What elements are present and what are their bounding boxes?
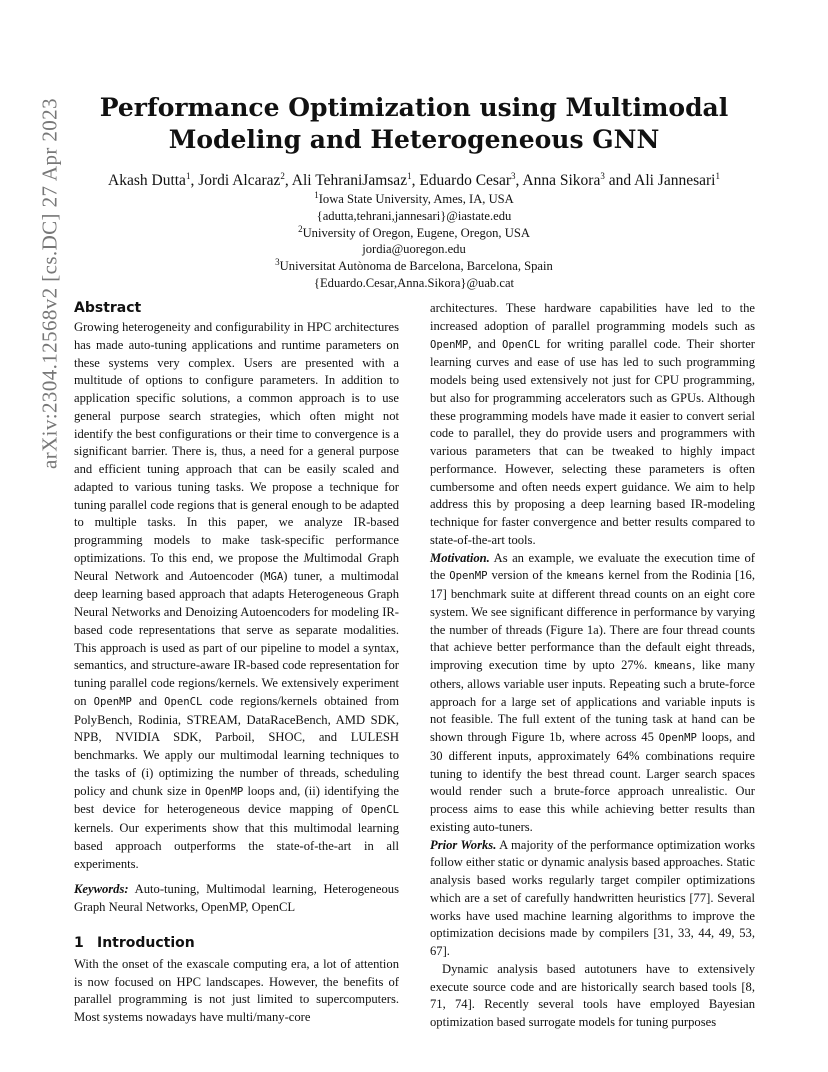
arxiv-identifier: arXiv:2304.12568v2 [cs.DC] 27 Apr 2023 bbox=[37, 98, 62, 470]
abstract-segment: ultimodal bbox=[314, 550, 368, 565]
author-affiliation-mark: 1 bbox=[407, 170, 412, 181]
right-column bbox=[430, 300, 755, 1032]
author-name: Anna Sikora bbox=[522, 172, 601, 189]
affiliation-name: Iowa State University, Ames, IA, USA bbox=[318, 192, 514, 206]
prior-works-segment: Prior Works. bbox=[430, 837, 497, 852]
motivation-segment: OpenMP bbox=[658, 732, 697, 744]
left-column bbox=[74, 298, 399, 1027]
motivation-segment: kmeans bbox=[566, 570, 605, 583]
motivation-segment: Motivation. bbox=[430, 550, 490, 565]
abstract-segment: MGA bbox=[264, 570, 284, 583]
abstract-segment: OpenCL bbox=[360, 804, 399, 817]
abstract-segment: OpenMP bbox=[204, 785, 244, 798]
author-name: Akash Dutta bbox=[108, 172, 186, 189]
intro-segment: With the onset of the exascale computing era, a lot of attention is now focused on HPC landscapes. However, the benefits of parallel programming is not just limited to supercomputers. Most systems nowadays have multi/many-core bbox=[74, 956, 399, 1024]
motivation-segment: version of the bbox=[487, 568, 567, 583]
abstract-segment: OpenCL bbox=[164, 695, 203, 708]
abstract-segment: code regions/kernels obtained from PolyBench, Rodinia, STREAM, DataRaceBench, AMD SDK, NPB, NVIDIA SDK, Parboil, SHOC, and LULESH benchmarks. We apply our multimodal learning techniques to the tasks of (i) optimizing the number of threads, scheduling policy and chunk size in bbox=[74, 693, 399, 798]
author-name: Eduardo Cesar bbox=[419, 172, 512, 189]
affiliation-list bbox=[0, 191, 828, 292]
abstract-segment: utoencoder ( bbox=[197, 568, 265, 583]
motivation-segment: As an example, we evaluate the execution time of the bbox=[430, 550, 755, 583]
prior-works-paragraph bbox=[430, 837, 755, 961]
motivation-segment: OpenMP bbox=[449, 570, 488, 583]
motivation-segment: kernel from the Rodinia [16, 17] benchmark suite at different thread counts on an eight core system. We see significant difference in performance by varying the number of threads (Figure 1a). There are four thread counts that achieve better performance than the default eight threads, improving execution time by upto 27%. bbox=[430, 568, 755, 672]
motivation-segment: loops, and 30 different inputs, approximately 64% combinations require tuning to identify the best thread count. Larger search spaces would render such a brute-force approach unrealistic. Our process aims to ease this while achieving better results than existing auto-tuners. bbox=[430, 730, 756, 834]
keywords bbox=[74, 881, 399, 917]
title-line-2: Modeling and Heterogeneous GNN bbox=[168, 125, 660, 154]
abstract-segment: ) tuner, a multimodal deep learning based approach that adapts Heterogeneous Graph Neural Networks and Denoizing Autoencoders for modeling IR-based code representations that serve as separate modalities. This approach is used as part of our pipeline to model a syntax, semantics, and structure-aware IR-based code representation for tuning parallel code regions/kernels. We extensively experiment on bbox=[74, 568, 399, 708]
keywords-text: Auto-tuning, Multimodal learning, Heterogeneous Graph Neural Networks, OpenMP, OpenCL bbox=[74, 882, 399, 914]
affiliation-name: University of Oregon, Eugene, Oregon, USA bbox=[302, 225, 530, 240]
intro-segment: OpenMP bbox=[430, 338, 469, 351]
affiliation-mark: 3 bbox=[275, 257, 280, 267]
affiliation-email: jordia@uoregon.edu bbox=[362, 242, 466, 257]
author-list: Akash Dutta$^1$, Jordi Alcaraz$^2$, Ali TehraniJamsaz$^1$, Eduardo Cesar$^3$, Anna Sikora$^3$ and Ali Jannesari$^1$ bbox=[108, 170, 720, 189]
author-affiliation-mark: 1 bbox=[715, 170, 720, 181]
keywords-label: Keywords: bbox=[74, 882, 129, 897]
section-title: Introduction bbox=[97, 934, 195, 951]
intro-paragraph bbox=[74, 956, 399, 1027]
abstract-segment: Growing heterogeneity and configurability in HPC architectures has made auto-tuning applications and runtime parameters on these systems very complex. Users are presented with a multitude of options to configure parameters. In addition to application specific solutions, a common approach is to use general purpose search strategies, which often might not identify the best configurations or their time to convergence is a significant barrier. There is, thus, a need for a general purpose and efficient tuning approach that can be easily scaled and adapted to various tuning tasks. We propose a technique for tuning parallel code regions that is general enough to be adapted to multiple tasks. In this paper, we analyze IR-based programming models to make task-specific performance optimizations. To this end, we propose the bbox=[74, 320, 399, 565]
author-name: Ali TehraniJamsaz bbox=[291, 172, 408, 189]
motivation-segment: kmeans bbox=[653, 660, 693, 672]
abstract-segment: kernels. Our experiments show that this multimodal learning based approach outperforms the state-of-the-art in all experiments. bbox=[74, 821, 399, 871]
abstract-segment: and bbox=[131, 693, 165, 708]
affiliation-email: {Eduardo.Cesar,Anna.Sikora}@uab.cat bbox=[313, 275, 515, 290]
introduction-heading bbox=[74, 933, 399, 953]
abstract-segment: M bbox=[303, 550, 315, 565]
intro-segment: for writing parallel code. Their shorter learning curves and ease of use has led to such programming models being used extensively not just for CPU programming, but also for programming accelerators such as GPUs. Although these programming models have made it easier to convert serial code to parallel, they do provide users and programmers with various parameters that can be tweaked to highly impact performance. However, selecting these parameters is often cumbersome and often needs expert guidance. We aim to help address this by proposing a deep learning based IR-modeling technique for faster convergence and better results compared to state-of-the-art tools. bbox=[430, 336, 755, 547]
title-line-1: Performance Optimization using Multimodal bbox=[99, 93, 729, 122]
affiliation-mark: 2 bbox=[298, 223, 303, 234]
abstract-heading: Abstract bbox=[74, 300, 142, 316]
abstract-segment: loops and, (ii) identifying the best device for heterogeneous device mapping of bbox=[74, 783, 399, 817]
prior-works-segment: A majority of the performance optimization works follow either static or dynamic analysis based approaches. Static analysis based works regularly target compiler optimizations which are a set of carefully handwritten heuristics [77]. Several works have used machine learning algorithms to improve the optimization decisions made by compilers [31, 33, 44, 49, 53, 67]. bbox=[430, 837, 755, 958]
intro-segment: architectures. These hardware capabilities have led to the increased adoption of parallel programming models such as bbox=[430, 301, 755, 333]
intro-paragraph-continued bbox=[430, 300, 755, 550]
abstract-segment: A bbox=[189, 568, 198, 583]
abstract-segment: OpenMP bbox=[93, 695, 132, 708]
paper-title bbox=[0, 92, 828, 156]
abstract-segment: G bbox=[367, 550, 377, 565]
author-name: Jordi Alcaraz bbox=[198, 172, 281, 189]
intro-segment: , and bbox=[468, 336, 502, 351]
author-affiliation-mark: 1 bbox=[185, 170, 191, 181]
dynamic-analysis-paragraph: Dynamic analysis based autotuners have to extensively execute source code and are historically search based tools [8, 71, 74]. Recently several tools have employed Bayesian optimization based surrogate models for tuning purposes bbox=[430, 961, 755, 1029]
motivation-paragraph bbox=[430, 550, 755, 837]
section-number: 1 bbox=[74, 934, 84, 951]
affiliation-name: Universitat Autònoma de Barcelona, Barcelona, Spain bbox=[279, 259, 553, 274]
author-affiliation-mark: 3 bbox=[511, 170, 516, 181]
intro-segment: OpenCL bbox=[501, 338, 541, 351]
affiliation-line bbox=[0, 191, 828, 208]
author-name: Ali Jannesari bbox=[634, 172, 716, 189]
abstract-segment: raph Neural Network and bbox=[74, 550, 399, 583]
author-affiliation-mark: 2 bbox=[280, 170, 285, 181]
affiliation-line bbox=[0, 258, 828, 275]
author-affiliation-mark: 3 bbox=[600, 170, 605, 181]
motivation-segment: , like many others, allows variable user inputs. Repeating such a brute-force approach for a large set of applications and variable inputs is not feasible. The full extent of the tuning task at hand can be shown through Figure 1b, where across 45 bbox=[430, 658, 755, 744]
abstract-text bbox=[74, 319, 399, 873]
affiliation-email: {adutta,tehrani,jannesari}@iastate.edu bbox=[316, 208, 512, 223]
affiliation-mark: 1 bbox=[314, 189, 319, 200]
affiliation-line bbox=[0, 225, 828, 242]
